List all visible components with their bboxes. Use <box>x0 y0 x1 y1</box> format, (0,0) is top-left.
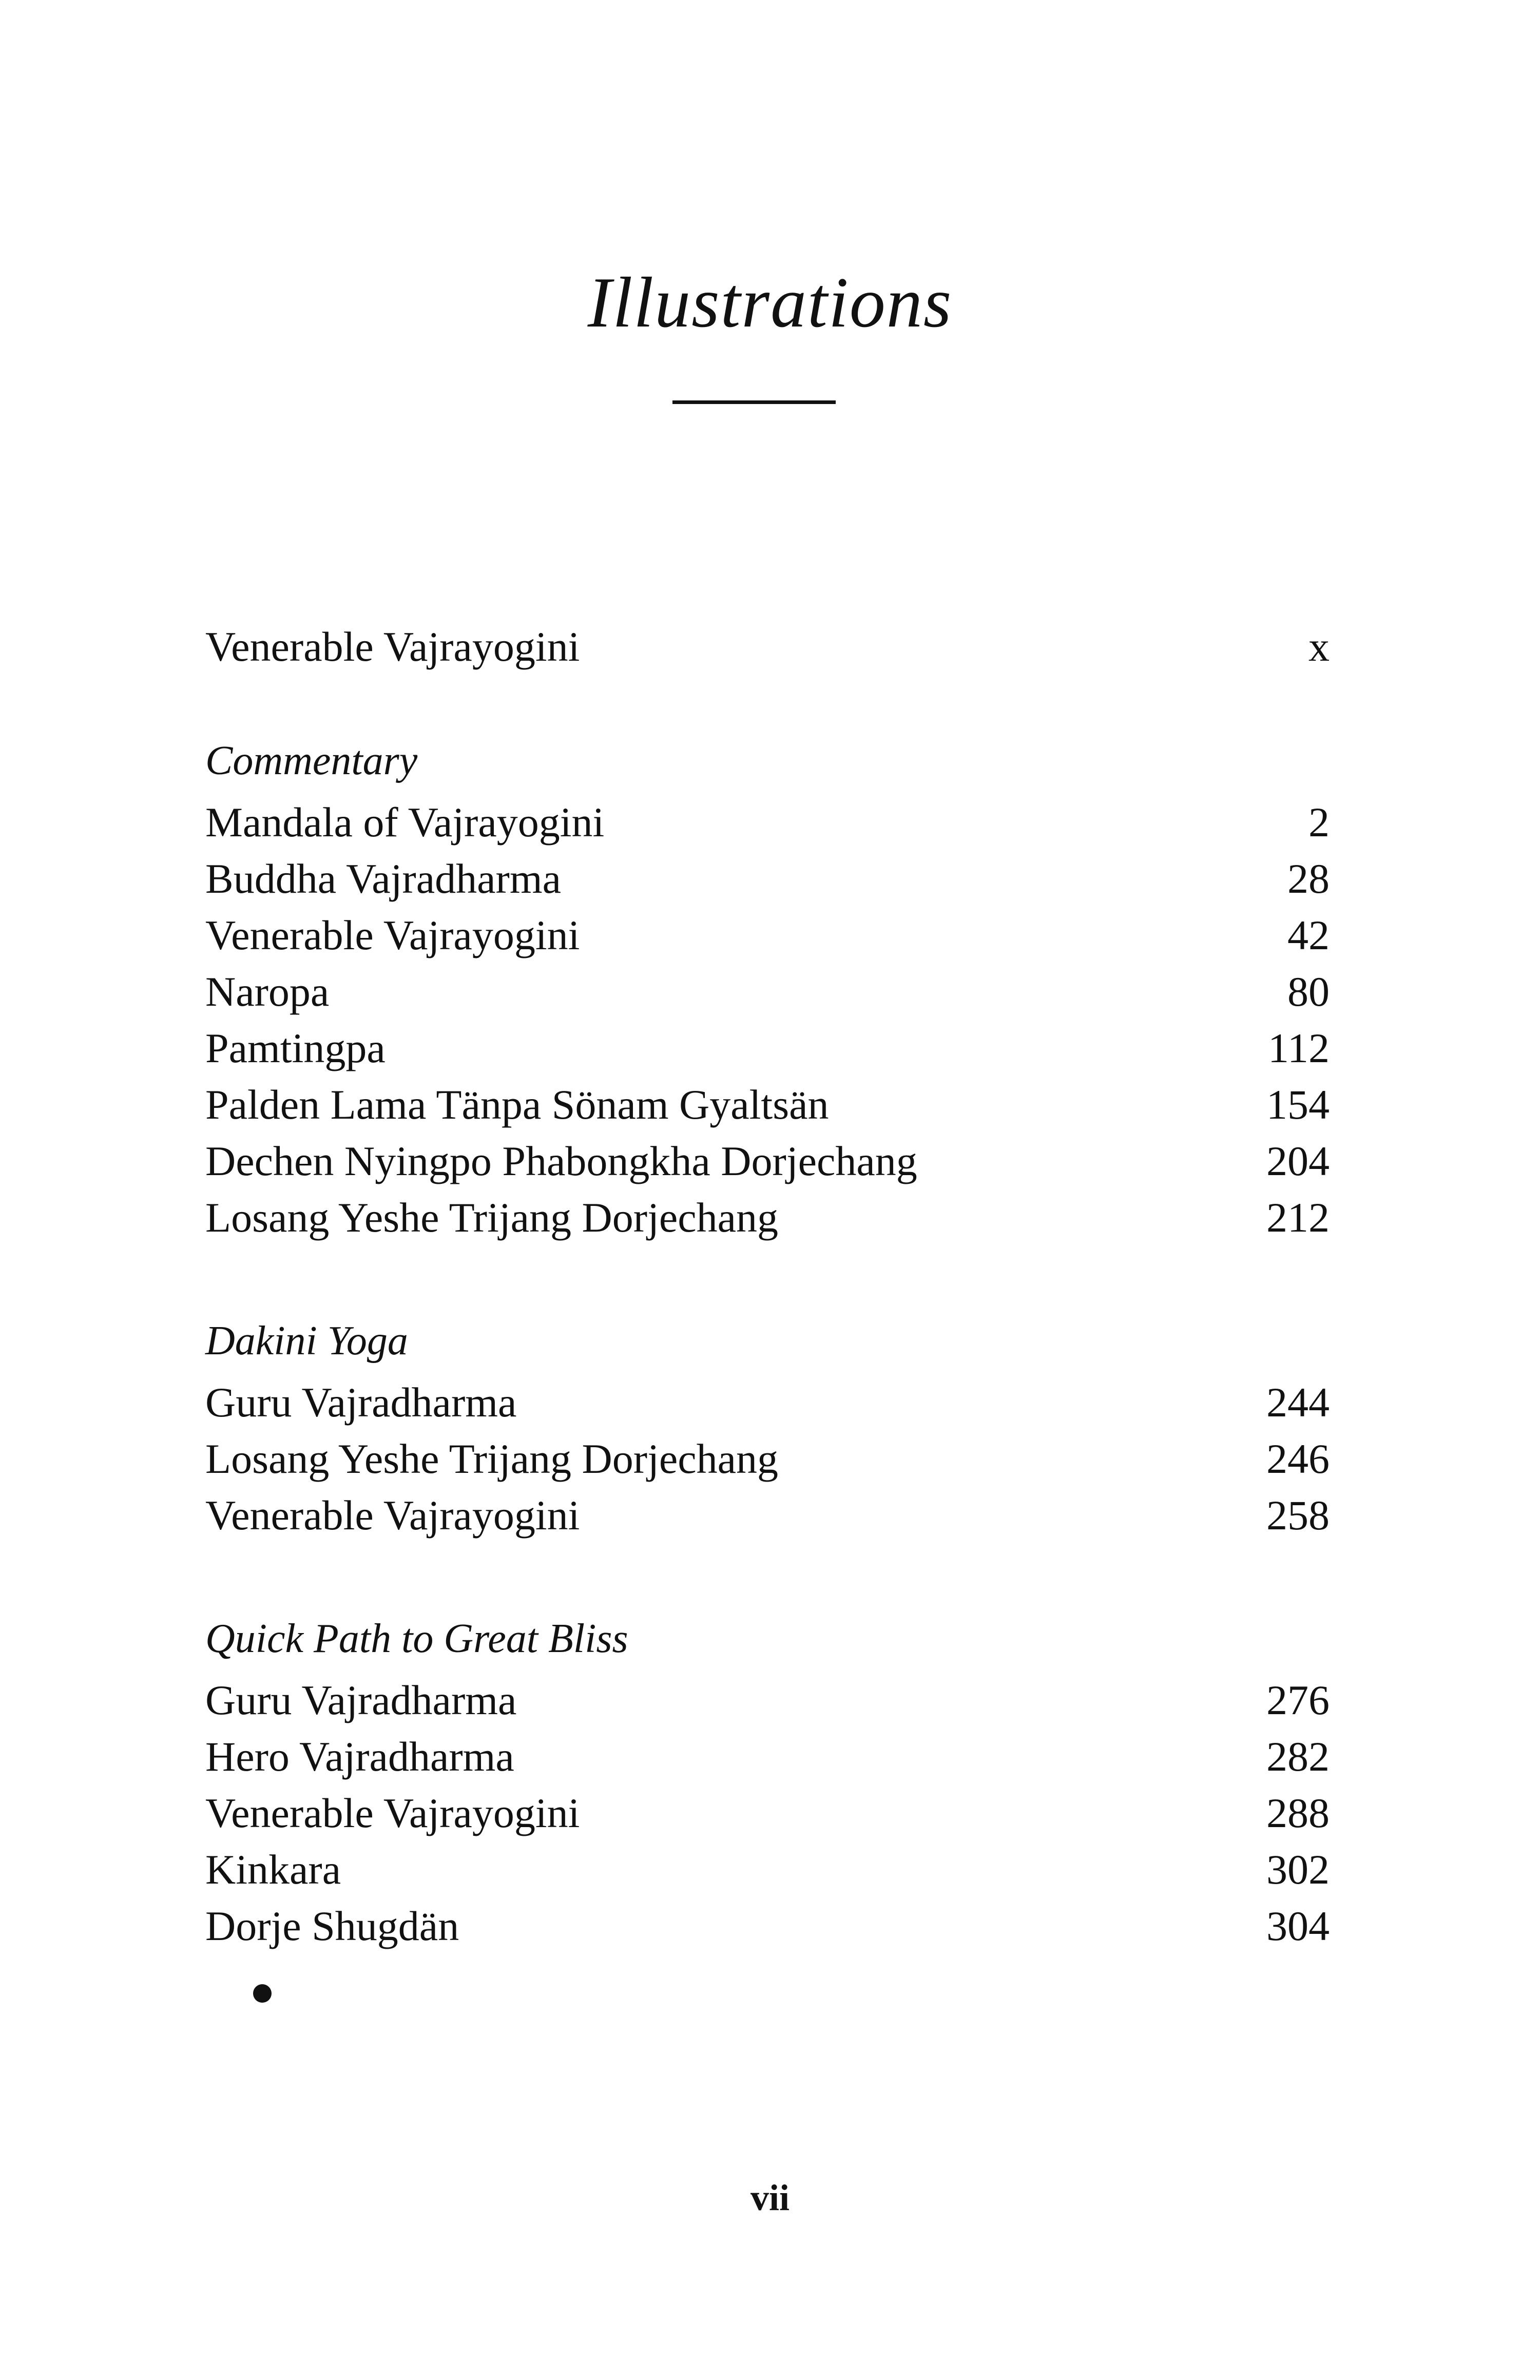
entry-title: Dechen Nyingpo Phabongkha Dorjechang <box>205 1138 917 1184</box>
entry-page-number: 302 <box>1266 1846 1330 1893</box>
toc-entry <box>205 1133 1330 1189</box>
toc-entry <box>205 964 1330 1020</box>
entry-page-number: 282 <box>1266 1733 1330 1780</box>
toc-entry <box>205 907 1330 964</box>
entry-title: Venerable Vajrayogini <box>205 1492 580 1539</box>
entry-page-number: 80 <box>1287 968 1330 1015</box>
toc-entry <box>205 1672 1330 1729</box>
toc-entry-frontispiece <box>205 619 1330 675</box>
entry-page-number: 154 <box>1266 1081 1330 1128</box>
page-number: vii <box>750 2177 790 2218</box>
entry-page-number: 2 <box>1308 799 1330 846</box>
entry-page-number: 28 <box>1287 855 1330 902</box>
toc-entry <box>205 1785 1330 1841</box>
entry-page-number: 276 <box>1266 1677 1330 1723</box>
section-heading-commentary: Commentary <box>205 738 418 783</box>
entry-title: Palden Lama Tänpa Sönam Gyaltsän <box>205 1081 829 1128</box>
entry-page-number: 288 <box>1266 1790 1330 1836</box>
entry-page-number: 204 <box>1266 1138 1330 1184</box>
entry-page-number: 244 <box>1266 1379 1330 1426</box>
entry-page-number: 42 <box>1287 912 1330 958</box>
entry-title: Guru Vajradharma <box>205 1677 517 1723</box>
entry-title: Venerable Vajrayogini <box>205 912 580 958</box>
entry-title: Buddha Vajradharma <box>205 855 561 902</box>
section-heading-dakini-yoga: Dakini Yoga <box>205 1318 408 1364</box>
entry-title: Venerable Vajrayogini <box>205 1790 580 1836</box>
entry-title: Pamtingpa <box>205 1025 386 1071</box>
toc-entry <box>205 1487 1330 1544</box>
toc-entry <box>205 1077 1330 1133</box>
entry-title: Losang Yeshe Trijang Dorjechang <box>205 1435 779 1482</box>
toc-entry <box>205 1898 1330 1954</box>
bullet-ornament-icon <box>253 1984 272 2003</box>
toc-entry <box>205 1729 1330 1785</box>
entry-page-number: 258 <box>1266 1492 1330 1539</box>
entry-page-number: 304 <box>1266 1903 1330 1949</box>
toc-entry <box>205 1374 1330 1431</box>
toc-entry <box>205 1020 1330 1077</box>
entry-title: Losang Yeshe Trijang Dorjechang <box>205 1194 779 1241</box>
entry-page-number: x <box>1308 623 1330 670</box>
toc-entry <box>205 794 1330 851</box>
entry-title: Hero Vajradharma <box>205 1733 514 1780</box>
toc-entry <box>205 1841 1330 1898</box>
entry-title: Dorje Shugdän <box>205 1903 459 1949</box>
toc-entry <box>205 1431 1330 1487</box>
entry-title: Mandala of Vajrayogini <box>205 799 605 846</box>
toc-entry <box>205 1189 1330 1246</box>
entry-page-number: 212 <box>1266 1194 1330 1241</box>
entry-title: Guru Vajradharma <box>205 1379 517 1426</box>
title-rule <box>672 400 836 404</box>
entry-title: Venerable Vajrayogini <box>205 623 580 670</box>
entry-page-number: 246 <box>1266 1435 1330 1482</box>
section-heading-quick-path: Quick Path to Great Bliss <box>205 1616 628 1661</box>
entry-title: Kinkara <box>205 1846 341 1893</box>
toc-entry <box>205 851 1330 907</box>
entry-title: Naropa <box>205 968 330 1015</box>
entry-page-number: 112 <box>1268 1025 1330 1071</box>
page-title: Illustrations <box>587 263 953 342</box>
